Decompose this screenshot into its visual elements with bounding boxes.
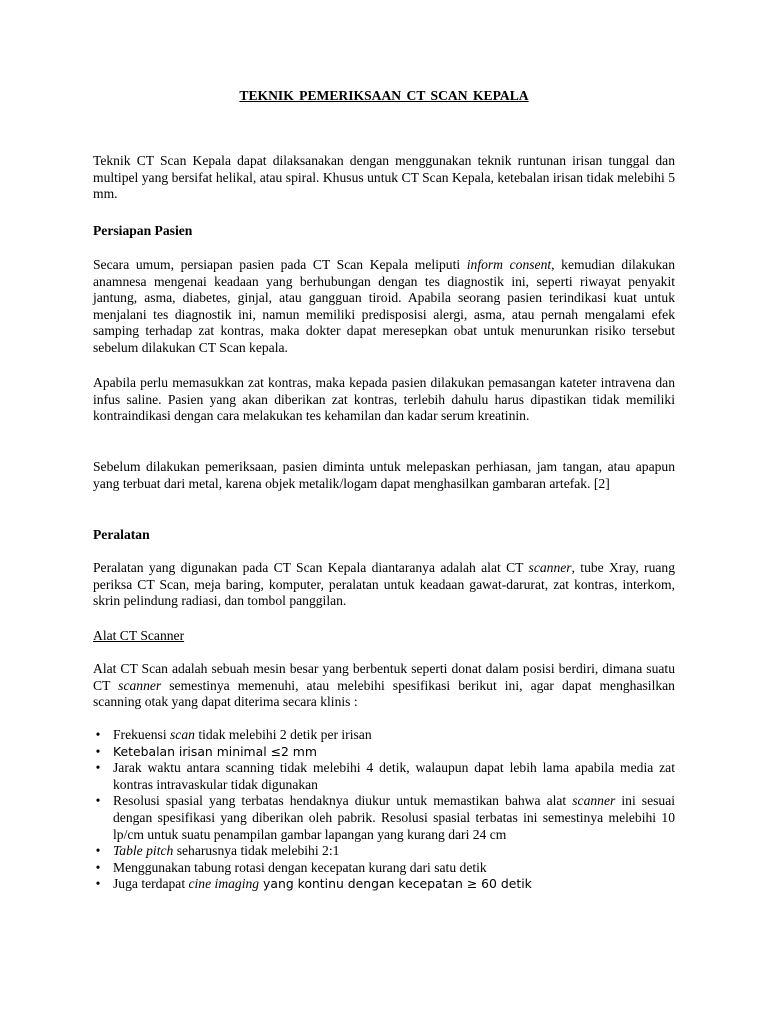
spec-bullet-list — [95, 727, 676, 893]
italic-term: inform consent — [466, 257, 552, 272]
list-item — [95, 760, 675, 793]
persiapan-paragraph-3: Sebelum dilakukan pemeriksaan, pasien diminta untuk melepaskan perhiasan, jam tangan, atau apapun yang terbuat dari metal, karena objek metalik/logam dapat menghasilkan gambaran artefak. [2] — [93, 459, 675, 491]
subheading-alat-ct-scanner: Alat CT Scanner — [93, 628, 185, 643]
text-run: Alat CT Scan adalah sebuah mesin besar yang berbentuk seperti donat dalam posisi berdiri, dimana suatu CT — [93, 661, 675, 693]
section-heading-peralatan: Peralatan — [93, 527, 150, 542]
bullet-icon: • — [95, 743, 101, 759]
text-run: Juga terdapat — [113, 876, 189, 892]
text-run: Peralatan yang digunakan pada CT Scan Kepala diantaranya adalah alat CT — [93, 560, 529, 575]
document-title: TEKNIK PEMERIKSAAN CT SCAN KEPALA — [239, 88, 529, 103]
italic-term: scan — [170, 727, 195, 742]
text-run: Resolusi spasial yang terbatas hendaknya diukur untuk memastikan bahwa alat — [113, 793, 573, 809]
intro-paragraph: Teknik CT Scan Kepala dapat dilaksanakan dengan menggunakan teknik runtunan irisan tunggal dan multipel yang bersifat helikal, atau spiral. Khusus untuk CT Scan Kepala, ketebalan irisan tidak melebihi 5 mm. — [93, 153, 675, 202]
text-run: Secara umum, persiapan pasien pada CT Scan Kepala meliputi — [93, 257, 467, 272]
bullet-icon: • — [95, 727, 101, 742]
italic-term: cine imaging — [188, 876, 260, 892]
list-item — [95, 727, 675, 744]
text-run: , tube Xray, ruang periksa CT Scan, meja baring, komputer, peralatan untuk keadaan gawat-darurat, zat kontras, interkom, skrin pelindung radiasi, dan tombol panggilan. — [93, 560, 675, 609]
bullet-icon: • — [95, 760, 101, 776]
list-item — [95, 843, 675, 860]
peralatan-paragraph — [93, 560, 675, 610]
list-item — [95, 859, 675, 877]
text-run: seharusnya tidak melebihi 2:1 — [173, 843, 340, 859]
text-run: ini sesuai dengan spesifikasi yang diberikan oleh pabrik. Resolusi spasial terbatas ini semestinya melebihi 10 lp/cm untuk suatu penampilan gambar lapangan yang kurang dari 24 cm — [113, 793, 676, 842]
list-item — [95, 743, 675, 761]
text-run: tidak melebihi 2 detik per irisan — [194, 727, 372, 742]
persiapan-paragraph-2: Apabila perlu memasukkan zat kontras, maka kepada pasien dilakukan pemasangan kateter intravena dan infus saline. Pasien yang akan diberikan zat kontras, terlebih dahulu harus dipastikan tidak memiliki kontraindikasi dengan cara melakukan tes kehamilan dan kadar serum kreatinin. — [93, 375, 675, 424]
list-item — [95, 876, 675, 893]
text-run: Jarak waktu antara scanning tidak melebihi 4 detik, walaupun dapat lebih lama apabila media zat kontras intravaskular tidak digunakan — [113, 760, 675, 792]
text-run: Ketebalan irisan minimal ≤2 mm — [113, 743, 317, 759]
italic-term: scanner — [118, 677, 162, 693]
text-run: Frekuensi — [113, 727, 171, 742]
italic-term: scanner — [528, 560, 572, 575]
italic-term: Table pitch — [113, 843, 174, 859]
list-item — [95, 793, 676, 843]
text-run: yang kontinu dengan kecepatan ≥ 60 detik — [259, 876, 532, 892]
section-heading-persiapan-pasien: Persiapan Pasien — [93, 223, 193, 238]
bullet-icon: • — [95, 843, 101, 859]
alat-ct-paragraph — [93, 661, 675, 711]
persiapan-paragraph-1 — [93, 257, 675, 357]
italic-term: scanner — [572, 793, 616, 809]
text-run: semestinya memenuhi, atau melebihi spesifikasi berikut ini, agar dapat menghasilkan scanning otak yang dapat diterima secara klinis : — [93, 677, 675, 710]
bullet-icon: • — [95, 793, 101, 809]
text-run: , kemudian dilakukan anamnesa mengenai keadaan yang berhubungan dengan tes diagnostik ini, seperti riwayat penyakit jantung, asma, diabetes, ginjal, atau gangguan tiroid. Apabila seorang pasien terindikasi kuat untuk menjalani tes diagnostik ini, namun memiliki predisposisi alergi, asma, atau pernah mengalami efek samping terhadap zat kontras, maka dokter dapat meresepkan obat untuk menurunkan risiko tersebut sebelum dilakukan CT Scan kepala. — [93, 257, 675, 355]
bullet-icon: • — [95, 876, 101, 892]
text-run: Menggunakan tabung rotasi dengan kecepatan kurang dari satu detik — [113, 859, 487, 875]
bullet-icon: • — [95, 859, 101, 875]
